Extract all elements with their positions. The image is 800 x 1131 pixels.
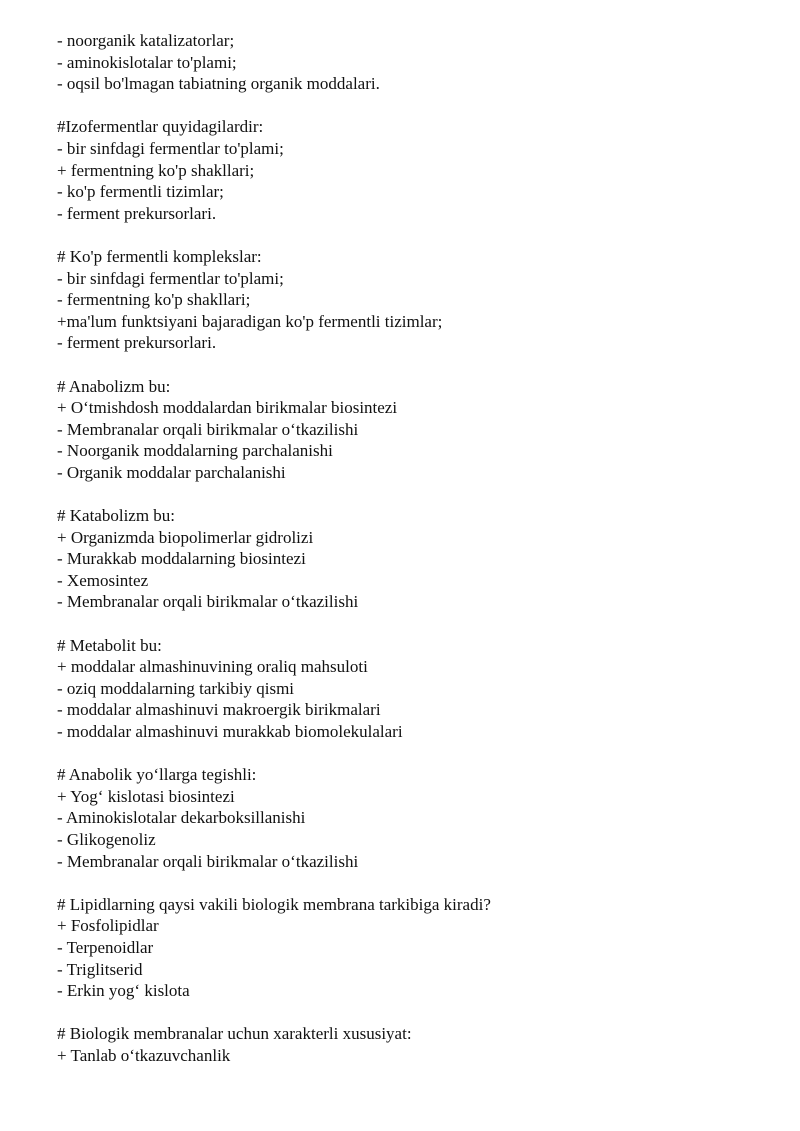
answer-option: - ferment prekursorlari. bbox=[57, 203, 217, 223]
answer-option: - Terpenoidlar bbox=[57, 937, 154, 957]
answer-option: + moddalar almashinuvining oraliq mahsuloti bbox=[57, 657, 368, 677]
question-block bbox=[57, 505, 780, 613]
answer-option: - aminokislotalar to'plami; bbox=[57, 52, 237, 72]
answer-option: + Yog‘ kislotasi biosintezi bbox=[57, 786, 235, 806]
answer-option: - Membranalar orqali birikmalar o‘tkazilishi bbox=[57, 592, 359, 612]
answer-option: - oqsil bo'lmagan tabiatning organik moddalari. bbox=[57, 74, 380, 94]
question-block bbox=[57, 30, 780, 95]
answer-option: + Fosfolipidlar bbox=[57, 916, 159, 936]
question-block bbox=[57, 116, 780, 224]
question-block bbox=[57, 894, 780, 1002]
document-page bbox=[57, 30, 780, 1088]
answer-option: - Xemosintez bbox=[57, 570, 149, 590]
question-heading: # Lipidlarning qaysi vakili biologik membrana tarkibiga kiradi? bbox=[57, 894, 491, 914]
answer-option: - Glikogenoliz bbox=[57, 829, 156, 849]
answer-option: - bir sinfdagi fermentlar to'plami; bbox=[57, 138, 284, 158]
question-heading: # Metabolit bu: bbox=[57, 635, 162, 655]
answer-option: - fermentning ko'p shakllari; bbox=[57, 290, 251, 310]
answer-option: + O‘tmishdosh moddalardan birikmalar biosintezi bbox=[57, 398, 398, 418]
question-heading: # Ko'p fermentli komplekslar: bbox=[57, 246, 262, 266]
answer-option: - oziq moddalarning tarkibiy qismi bbox=[57, 678, 295, 698]
question-block bbox=[57, 635, 780, 743]
answer-option: - bir sinfdagi fermentlar to'plami; bbox=[57, 268, 284, 288]
answer-option: + Tanlab o‘tkazuvchanlik bbox=[57, 1045, 231, 1065]
answer-option: - Murakkab moddalarning biosintezi bbox=[57, 549, 306, 569]
question-heading: # Anabolik yo‘llarga tegishli: bbox=[57, 765, 257, 785]
answer-option: - Erkin yog‘ kislota bbox=[57, 981, 190, 1001]
question-heading: # Anabolizm bu: bbox=[57, 376, 171, 396]
question-heading: # Biologik membranalar uchun xarakterli xususiyat: bbox=[57, 1024, 412, 1044]
question-heading: # Katabolizm bu: bbox=[57, 506, 176, 526]
question-heading: #Izofermentlar quyidagilardir: bbox=[57, 117, 264, 137]
answer-option: + fermentning ko'p shakllari; bbox=[57, 160, 255, 180]
answer-option: - Membranalar orqali birikmalar o‘tkazilishi bbox=[57, 419, 359, 439]
answer-option: - Triglitserid bbox=[57, 959, 143, 979]
answer-option: - noorganik katalizatorlar; bbox=[57, 31, 235, 50]
question-block bbox=[57, 1023, 780, 1066]
question-block bbox=[57, 376, 780, 484]
answer-option: - moddalar almashinuvi makroergik birikmalari bbox=[57, 700, 381, 720]
answer-option: - Noorganik moddalarning parchalanishi bbox=[57, 441, 333, 461]
answer-option: - Membranalar orqali birikmalar o‘tkazilishi bbox=[57, 851, 359, 871]
answer-option: - Organik moddalar parchalanishi bbox=[57, 462, 286, 482]
answer-option: - moddalar almashinuvi murakkab biomolekulalari bbox=[57, 722, 403, 741]
answer-option: +ma'lum funktsiyani bajaradigan ko'p fermentli tizimlar; bbox=[57, 311, 443, 331]
answer-option: - ferment prekursorlari. bbox=[57, 333, 217, 353]
question-block bbox=[57, 764, 780, 872]
answer-option: + Organizmda biopolimerlar gidrolizi bbox=[57, 527, 314, 547]
answer-option: - ko'p fermentli tizimlar; bbox=[57, 182, 224, 202]
question-block bbox=[57, 246, 780, 354]
answer-option: - Aminokislotalar dekarboksillanishi bbox=[57, 808, 306, 828]
